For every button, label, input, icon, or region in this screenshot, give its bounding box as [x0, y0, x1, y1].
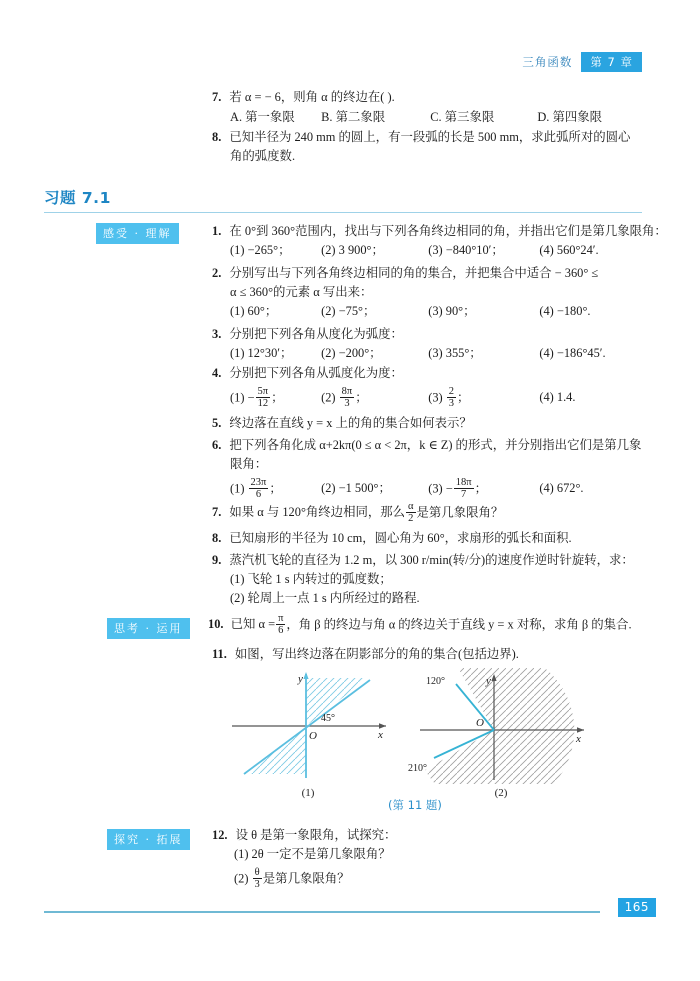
tag-explore-expand: 探究 · 拓展 [107, 829, 190, 850]
problem-6-line-1 [212, 436, 642, 455]
shaded-sector [425, 668, 574, 784]
problem-4-number: 4. [212, 366, 222, 380]
problem-3-item-4: (4) −186°45′. [539, 346, 606, 360]
problem-6-text-1: 把下列各角化成 α+2kπ(0 ≤ α < 2π，k ∈ Z) 的形式，并分别指出它们是第几象 [229, 438, 642, 452]
problem-12-line [212, 826, 642, 845]
problem-9-sub-1 [230, 570, 640, 589]
figure-2-origin-label: O [476, 717, 484, 729]
shaded-region-upper [306, 678, 368, 726]
problem-4-item-1-suffix: ； [271, 390, 284, 405]
problem-9-sub-1-text: (1) 飞轮 1 s 内转过的弧度数； [230, 572, 392, 586]
problem-9-text: 蒸汽机飞轮的直径为 1.2 m，以 300 r/min(转/分)的速度作逆时针旋转，求： [229, 553, 634, 567]
problem-7-number: 7. [212, 90, 222, 104]
problem-12-sub-2-suffix: 是第几象限角？ [262, 871, 350, 886]
problem-4-item-4: (4) 1.4. [539, 390, 576, 405]
problem-6-item-1 [230, 478, 318, 501]
problem-7s-number: 7. [212, 505, 222, 520]
problem-8-section [212, 529, 637, 548]
fraction-pi-6: $\frac{\pi}{6}$ [278, 613, 284, 637]
problem-9-sub-2-text: (2) 轮周上一点 1 s 内所经过的路程. [230, 591, 420, 605]
problem-1-text: 在 0°到 360°范围内，找出与下列各角终边相同的角，并指出它们是第几象限角： [229, 224, 667, 238]
problem-4-item-2 [321, 387, 425, 410]
problem-4 [212, 364, 632, 410]
problem-3-number: 3. [212, 327, 222, 341]
problem-7-option-c: C. 第三象限 [430, 110, 495, 124]
problem-11-text: 如图，写出终边落在阴影部分的角的集合(包括边界). [234, 647, 519, 661]
problem-6-item-3-suffix: ； [474, 481, 487, 496]
tag-feel-understand: 感受 · 理解 [96, 223, 179, 244]
figure-2-svg [408, 668, 598, 784]
problem-8-line-2 [230, 147, 622, 166]
tag-think-apply: 思考 · 运用 [107, 618, 190, 639]
problem-5-line [212, 414, 632, 433]
figure-2-angle-label-210: 210° [408, 763, 427, 774]
problem-5 [212, 414, 632, 433]
problem-5-text: 终边落在直线 y = x 上的角的集合如何表示？ [229, 416, 472, 430]
figure-1-x-label: x [378, 729, 383, 741]
problem-6-item-1-prefix: (1) [230, 481, 248, 496]
figure-1-angle-label: 45° [321, 713, 335, 724]
problem-10-pre: 已知 α = [230, 617, 276, 632]
problem-8s-number: 8. [212, 531, 222, 545]
problem-4-item-1 [230, 387, 318, 410]
figure-1-caption: (1) [301, 787, 315, 799]
problem-8-number: 8. [212, 130, 222, 144]
problem-12-sub-2 [234, 868, 642, 891]
fraction-alpha-2: $\frac{\alpha}{2}$ [408, 501, 414, 525]
problem-9 [212, 551, 640, 608]
problem-7-options [230, 108, 612, 127]
problem-7-option-b: B. 第二象限 [321, 110, 386, 124]
fraction-18pi-7: $\frac{18\pi}{7}$ [455, 477, 472, 501]
problem-7-text: 若 α = − 6，则角 α 的终边在( ). [229, 90, 395, 104]
figure-1 [218, 668, 398, 799]
problem-12-sub-1 [234, 845, 642, 864]
problem-3-item-1: (1) 12°30′； [230, 346, 293, 360]
problem-12 [212, 826, 642, 891]
problem-6 [212, 436, 642, 501]
problem-7s-post: 是第几象限角？ [416, 505, 504, 520]
header-chapter-badge: 第 7 章 [581, 52, 642, 72]
problem-10 [208, 614, 648, 637]
problem-4-line [212, 364, 632, 383]
problem-11-number: 11. [212, 647, 227, 661]
problem-4-items [230, 387, 632, 410]
problem-7-top [212, 88, 612, 127]
figure-2-y-label: y [486, 675, 491, 687]
problem-6-text-2: 限角： [230, 457, 268, 471]
problem-4-text: 分别把下列各角从弧度化为度： [229, 366, 403, 380]
problem-8-text-2: 角的弧度数. [230, 149, 296, 163]
problem-12-text: 设 θ 是第一象限角，试探究： [235, 828, 397, 842]
problem-6-item-1-suffix: ； [269, 481, 282, 496]
problem-1-item-1: (1) −265°； [230, 243, 291, 257]
problem-2-text-1: 分别写出与下列各角终边相同的角的集合，并把集合中适合 − 360° ≤ [229, 266, 599, 280]
section-divider [44, 212, 642, 213]
problem-2-items [230, 302, 632, 321]
problem-4-item-2-prefix: (2) [321, 390, 339, 405]
problem-3-items [230, 344, 632, 363]
problem-9-sub-2 [230, 589, 640, 608]
problem-6-item-3 [428, 478, 536, 501]
figure-1-origin-label: O [309, 730, 317, 742]
problem-3-line [212, 325, 632, 344]
problem-7-option-a: A. 第一象限 [230, 110, 295, 124]
problem-10-number: 10. [208, 617, 224, 632]
problem-11-line [212, 645, 642, 664]
problem-4-item-3-prefix: (3) [428, 390, 446, 405]
problem-1-item-4: (4) 560°24′. [539, 243, 599, 257]
page-number-badge: 165 [618, 898, 656, 917]
fraction-theta-3: $\frac{\theta}{3}$ [254, 867, 260, 891]
section-title: 习题 7.1 [44, 189, 111, 207]
problem-4-item-1-prefix: (1) − [230, 390, 255, 405]
problem-9-number: 9. [212, 553, 222, 567]
problem-3-item-2: (2) −200°； [321, 346, 382, 360]
problem-2-item-1: (1) 60°； [230, 304, 278, 318]
problem-12-number: 12. [212, 828, 228, 842]
problem-9-line [212, 551, 640, 570]
fraction-5pi-12: $\frac{5\pi}{12}$ [257, 386, 269, 410]
problem-2-line-1 [212, 264, 632, 283]
problem-1-line [212, 222, 667, 241]
problem-2 [212, 264, 632, 321]
x-axis-arrow [379, 723, 386, 729]
problem-8-text-1: 已知半径为 240 mm 的圆上，有一段弧的长是 500 mm，求此弧所对的圆心 [229, 130, 631, 144]
header-unit-title: 三角函数 [522, 55, 573, 69]
problem-4-item-3 [428, 387, 536, 410]
figure-group-title: (第 11 题) [388, 798, 442, 812]
problem-1-item-3: (3) −840°10′； [428, 243, 504, 257]
problem-1-items [230, 241, 627, 260]
problem-8s-text: 已知扇形的半径为 10 cm，圆心角为 60°，求扇形的弧长和面积. [229, 531, 572, 545]
problem-8-line-1 [212, 128, 631, 147]
fraction-2-3: $\frac{2}{3}$ [448, 386, 455, 410]
problem-1-item-2: (2) 3 900°； [321, 243, 384, 257]
problem-3 [212, 325, 632, 363]
problem-8-top [212, 128, 631, 166]
fraction-23pi-6: $\frac{23\pi}{6}$ [250, 477, 267, 501]
problem-7-option-d: D. 第四象限 [537, 110, 603, 124]
problem-5-number: 5. [212, 416, 222, 430]
problem-12-sub-1-text: (1) 2θ 一定不是第几象限角？ [234, 847, 391, 861]
y-axis-arrow [303, 672, 308, 679]
problem-2-item-3: (3) 90°； [428, 304, 476, 318]
x-axis-arrow [577, 727, 584, 733]
problem-2-line-2 [230, 283, 632, 302]
fraction-8pi-3: $\frac{8\pi}{3}$ [341, 386, 353, 410]
problem-8s-line [212, 529, 637, 548]
problem-1-number: 1. [212, 224, 222, 238]
problem-2-text-2: α ≤ 360°的元素 α 写出来： [230, 285, 373, 299]
problem-2-item-4: (4) −180°. [539, 304, 591, 318]
problem-6-items [230, 478, 637, 501]
page-header [0, 52, 700, 74]
problem-4-item-2-suffix: ； [355, 390, 368, 405]
figure-2-caption: (2) [494, 787, 508, 799]
problem-12-sub-2-prefix: (2) [234, 871, 252, 886]
problem-10-post: ，角 β 的终边与角 α 的终边关于直线 y = x 对称，求角 β 的集合. [286, 617, 632, 632]
problem-1 [212, 222, 667, 260]
problem-7-line [212, 88, 612, 107]
problem-10-line [208, 614, 648, 637]
problem-7-section [212, 502, 637, 525]
problem-6-line-2 [230, 455, 637, 474]
figure-2-x-label: x [576, 733, 581, 745]
problem-2-number: 2. [212, 266, 222, 280]
figure-2-angle-label-120: 120° [426, 676, 445, 687]
figure-2 [408, 668, 598, 799]
problem-11 [212, 645, 642, 664]
problem-7s-pre: 如果 α 与 120°角终边相同，那么 [229, 505, 406, 520]
figure-1-svg [218, 668, 398, 784]
problem-4-item-3-suffix: ； [457, 390, 470, 405]
problem-6-item-3-prefix: (3) − [428, 481, 453, 496]
problem-7s-line [212, 502, 637, 525]
problem-6-item-4: (4) 672°. [539, 481, 584, 496]
problem-2-item-2: (2) −75°； [321, 304, 376, 318]
problem-6-number: 6. [212, 438, 222, 452]
footer-divider [44, 911, 600, 913]
problem-3-item-3: (3) 355°； [428, 346, 482, 360]
problem-3-text: 分别把下列各角从度化为弧度： [229, 327, 403, 341]
figure-1-y-label: y [298, 673, 303, 685]
problem-6-item-2: (2) −1 500°； [321, 481, 391, 496]
